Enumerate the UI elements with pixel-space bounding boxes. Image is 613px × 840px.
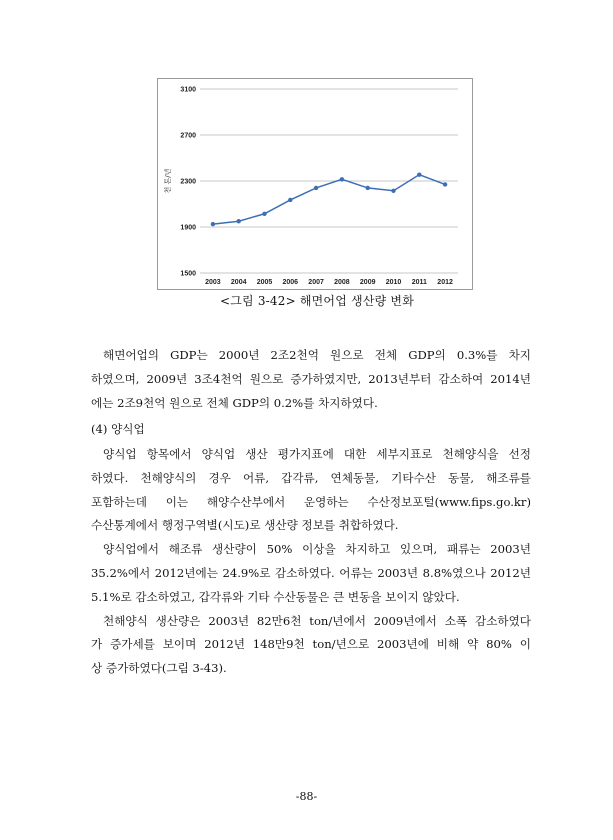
text-line: 상 증가하였다(그림 3-43). <box>91 661 227 676</box>
text-line: 5.1%로 감소하였고, 갑각류와 기타 수산동물은 큰 변동을 보이지 않았다. <box>91 589 460 604</box>
x-tick-label: 2012 <box>437 279 453 286</box>
chart-container <box>157 78 473 290</box>
text-line: 양식업 항목에서 양식업 생산 평가지표에 대한 세부지표로 천해양식을 선정 <box>103 447 531 461</box>
figure-caption: <그림 3-42> 해면어업 생산량 변화 <box>219 294 415 308</box>
data-point <box>211 222 215 226</box>
x-tick-label: 2004 <box>230 279 247 286</box>
page-number: -88- <box>295 790 318 803</box>
data-point <box>237 219 241 223</box>
text-line: 에는 2조9천억 원으로 전체 GDP의 0.2%를 차지하였다. <box>91 395 378 410</box>
text-line: 양식업에서 해조류 생산량이 50% 이상을 차지하고 있으며, 패류는 2003년 <box>103 542 531 557</box>
data-point <box>314 186 318 190</box>
series-line <box>213 175 445 224</box>
data-point <box>443 182 447 186</box>
y-tick-label: 1500 <box>180 270 196 278</box>
y-tick-label: 2700 <box>180 132 196 140</box>
data-point <box>366 186 370 190</box>
x-tick-label: 2007 <box>308 279 324 286</box>
paragraph-aquaculture <box>91 443 531 681</box>
section-title: (4) 양식업 <box>91 422 145 436</box>
y-tick-label: 2300 <box>180 178 196 186</box>
paragraph-gdp <box>91 344 531 415</box>
text-line: 천해양식 생산량은 2003년 82만6천 ton/년에서 2009년에서 소폭 감소하였다 <box>103 613 531 628</box>
text-line: 수산통계에서 행정구역별(시도)로 생산량 정보를 취합하였다. <box>91 518 399 533</box>
text-line: 포함하는데 이는 해양수산부에서 운영하는 수산정보포털(www.fips.go.kr) <box>91 494 531 509</box>
x-tick-label: 2006 <box>282 279 299 286</box>
text-line: 가 증가세를 보이며 2012년 148만9천 ton/년으로 2003년에 비해 약 80% 이 <box>91 637 531 652</box>
text-line: 35.2%에서 2012년에는 24.9%로 감소하였다. 어류는 2003년 8.8%였으나 2012년 <box>91 565 531 580</box>
x-tick-label: 2003 <box>205 279 221 286</box>
data-point <box>288 198 292 202</box>
x-tick-label: 2009 <box>359 279 376 286</box>
text-line: 해면어업의 GDP는 2000년 2조2천억 원으로 전체 GDP의 0.3%를 차지 <box>103 348 531 362</box>
data-point <box>391 189 395 193</box>
data-point <box>417 172 421 176</box>
x-tick-label: 2010 <box>385 279 402 286</box>
y-axis-label: 천 톤/년 <box>164 168 172 194</box>
x-tick-label: 2011 <box>411 279 427 286</box>
text-line: 하였으며, 2009년 3조4천억 원으로 증가하였지만, 2013년부터 감소하여 2014년 <box>91 371 531 386</box>
text-line: 하였다. 천해양식의 경우 어류, 갑각류, 연체동물, 기타수산 동물, 해조류를 <box>91 470 531 485</box>
production-line-chart <box>158 79 472 289</box>
y-tick-label: 3100 <box>180 86 196 94</box>
data-point <box>262 212 266 216</box>
y-tick-label: 1900 <box>180 224 196 232</box>
data-point <box>340 177 344 181</box>
x-tick-label: 2008 <box>334 279 350 286</box>
x-tick-label: 2005 <box>256 279 273 286</box>
